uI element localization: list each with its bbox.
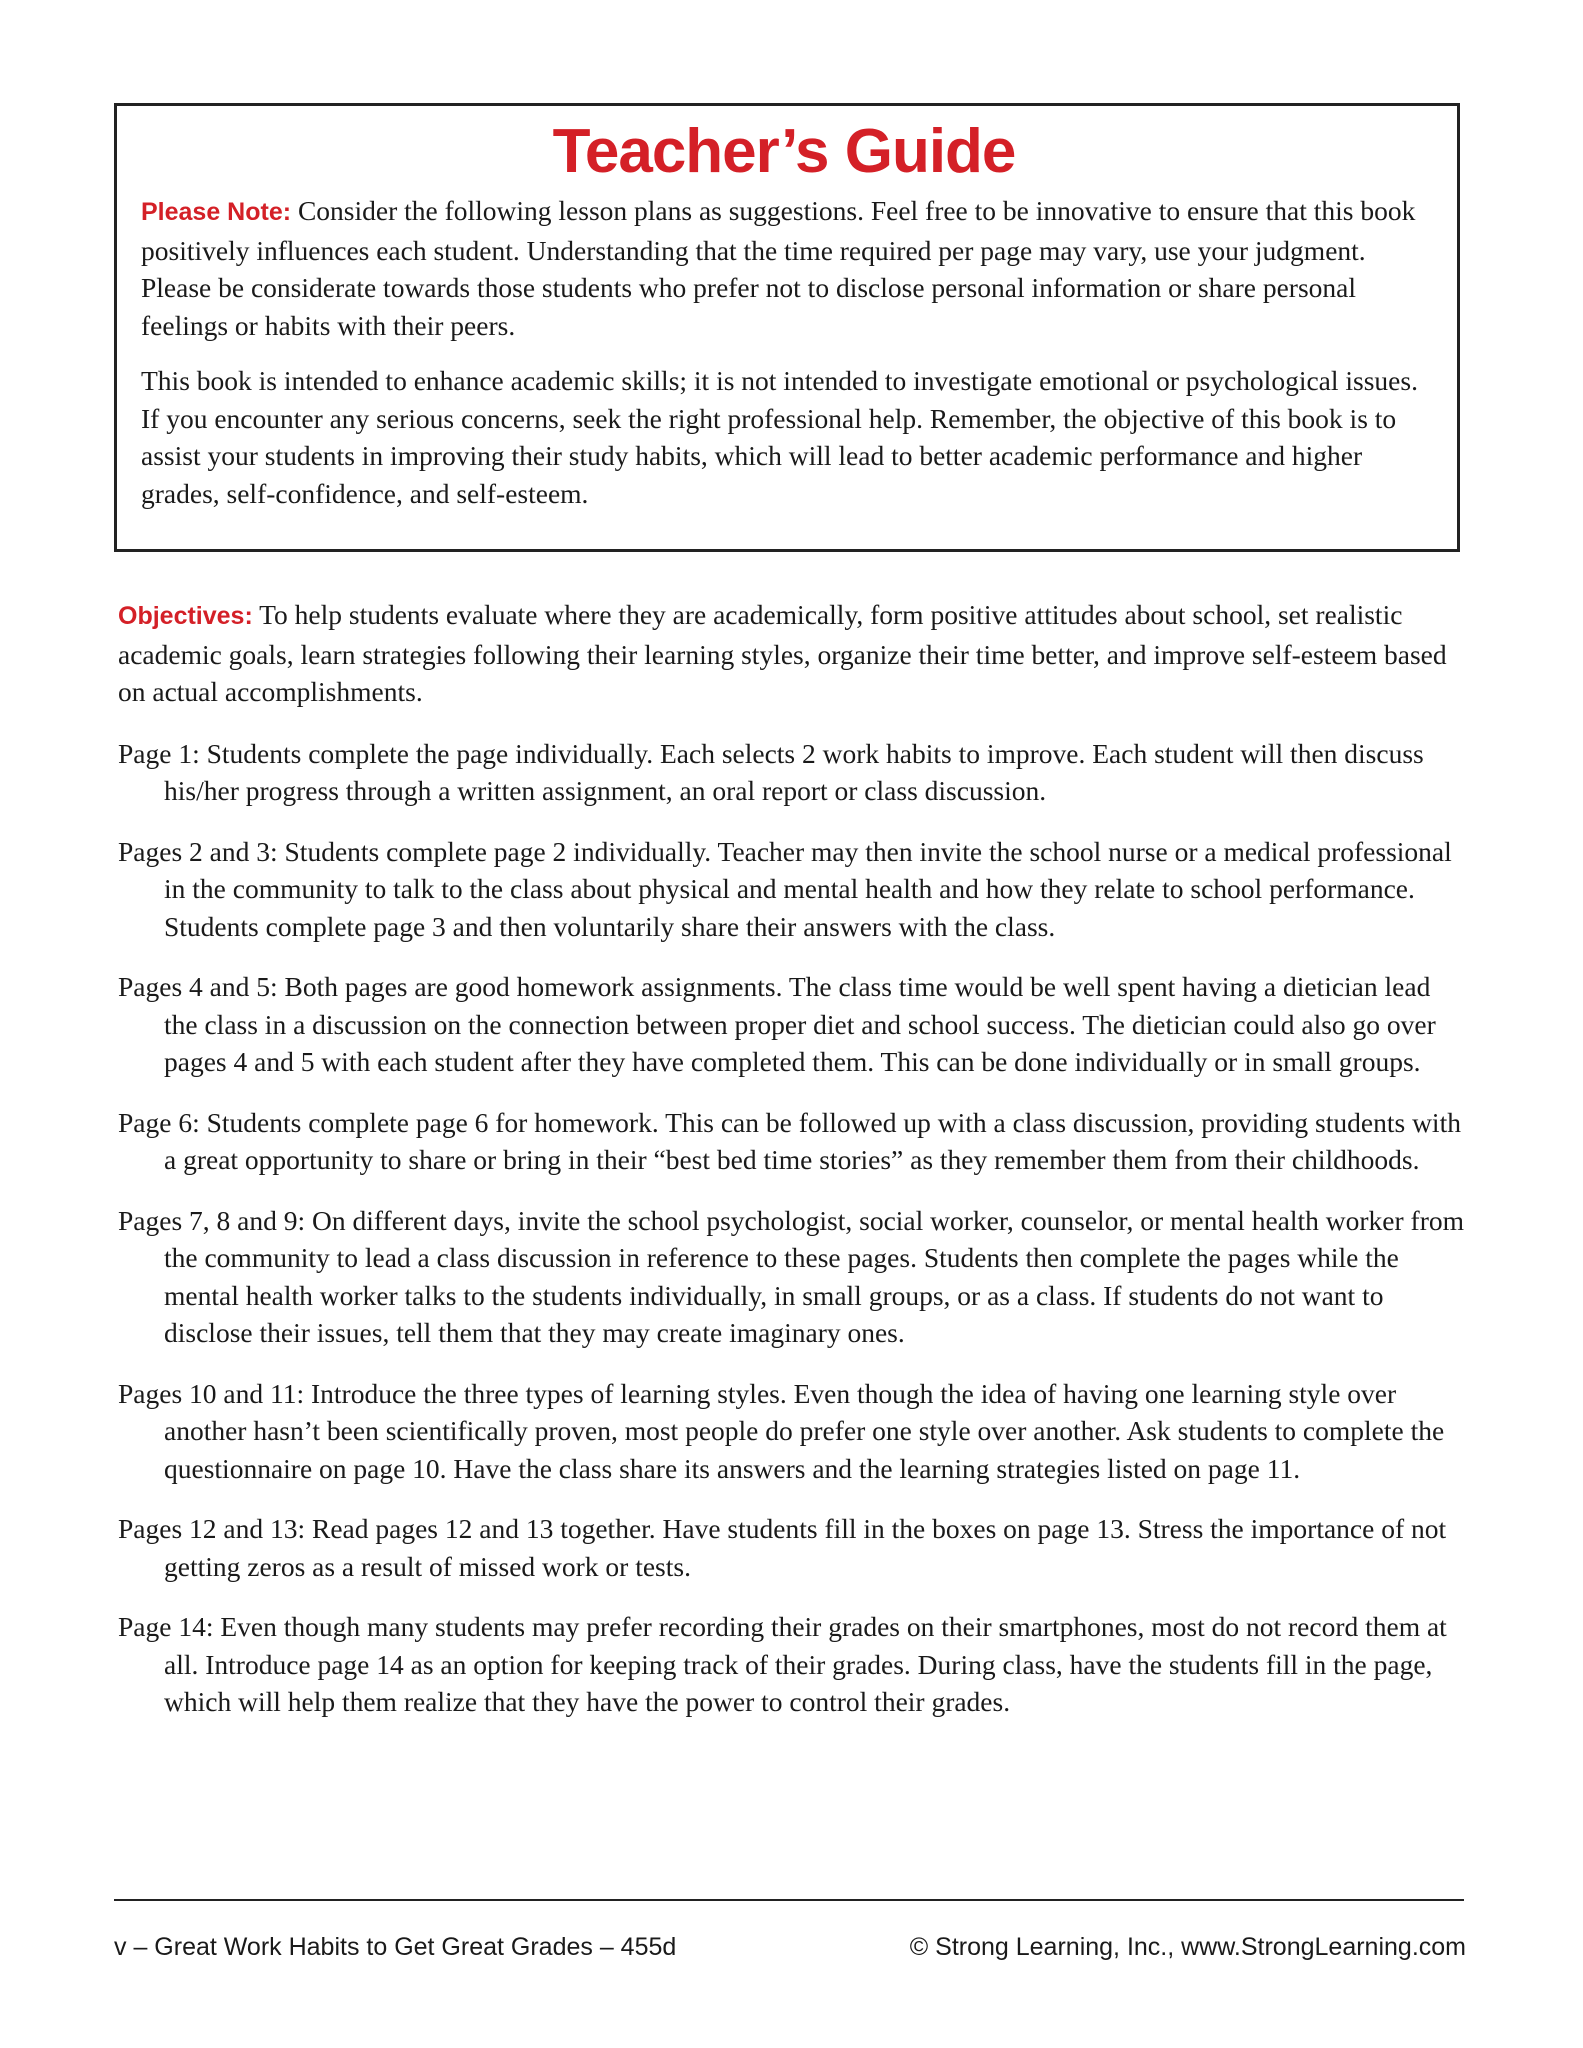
footer-copyright: © Strong Learning, Inc., www.StrongLearning.com <box>909 1933 1466 1961</box>
page-item-10-11: Pages 10 and 11: Introduce the three types of learning styles. Even though the idea of having one learning style over another hasn’t been scientifically proven, most people do prefer one style over another. Ask students to complete the questionnaire on page 10. Have the class share its answers and the learning strategies listed on page 11. <box>118 1377 1445 1484</box>
page-item-4-5: Pages 4 and 5: Both pages are good homework assignments. The class time would be well spent having a dietician lead the class in a discussion on the connection between proper diet and school success. The dietician could also go over pages 4 and 5 with each student after they have completed them. This can be done individually or in small groups. <box>118 971 1436 1077</box>
teachers-note-box <box>114 103 1460 552</box>
objectives-paragraph <box>118 596 1470 711</box>
please-note-paragraph <box>141 192 1427 344</box>
footer-book-title: v – Great Work Habits to Get Great Grades – 455d <box>114 1933 677 1961</box>
please-note-text: Consider the following lesson plans as suggestions. Feel free to be innovative to ensure that this book positively influences each student. Understanding that the time required per page may vary, use your judgment. Please be considerate towards those students who prefer not to disclose personal information or share personal feelings or habits with their peers. <box>141 195 1416 341</box>
page-item-1: Page 1: Students complete the page individually. Each selects 2 work habits to improve. Each student will then discuss his/her progress through a written assignment, an oral report or class discussion. <box>118 737 1424 806</box>
page-title: Teacher’s Guide <box>552 117 1016 186</box>
page-item-14: Page 14: Even though many students may prefer recording their grades on their smartphones, most do not record them at all. Introduce page 14 as an option for keeping track of their grades. During class, have the students fill in the page, which will help them realize that they have the power to control their grades. <box>118 1611 1447 1717</box>
lesson-plan-body <box>118 596 1470 1744</box>
footer-divider <box>114 1899 1464 1901</box>
page-item-6: Page 6: Students complete page 6 for homework. This can be followed up with a class discussion, providing students with a great opportunity to share or bring in their “best bed time stories” as they remember them from their childhoods. <box>118 1106 1461 1175</box>
page-item-12-13: Pages 12 and 13: Read pages 12 and 13 together. Have students fill in the boxes on page 13. Stress the importance of not getting zeros as a result of missed work or tests. <box>118 1513 1447 1582</box>
page-item-2-3: Pages 2 and 3: Students complete page 2 individually. Teacher may then invite the school nurse or a medical professional in the community to talk to the class about physical and mental health and how they relate to school performance. Students complete page 3 and then voluntarily share their answers with the class. <box>118 835 1452 942</box>
objectives-text: To help students evaluate where they are academically, form positive attitudes about school, set realistic academic goals, learn strategies following their learning styles, organize their time better, and improve self-esteem based on actual accomplishments. <box>118 599 1447 707</box>
purpose-paragraph: This book is intended to enhance academic skills; it is not intended to investigate emotional or psychological issues. If you encounter any serious concerns, seek the right professional help. Remember, the objective of this book is to assist your students in improving their study habits, which will lead to better academic performance and higher grades, self-confidence, and self-esteem. <box>141 365 1418 509</box>
objectives-label: Objectives: <box>118 602 253 630</box>
page-item-7-8-9: Pages 7, 8 and 9: On different days, invite the school psychologist, social worker, counselor, or mental health worker from the community to lead a class discussion in reference to these pages. Students then complete the pages while the mental health worker talks to the students individually, in small groups, or as a class. If students do not want to disclose their issues, tell them that they may create imaginary ones. <box>118 1204 1464 1348</box>
please-note-label: Please Note: <box>141 198 292 227</box>
